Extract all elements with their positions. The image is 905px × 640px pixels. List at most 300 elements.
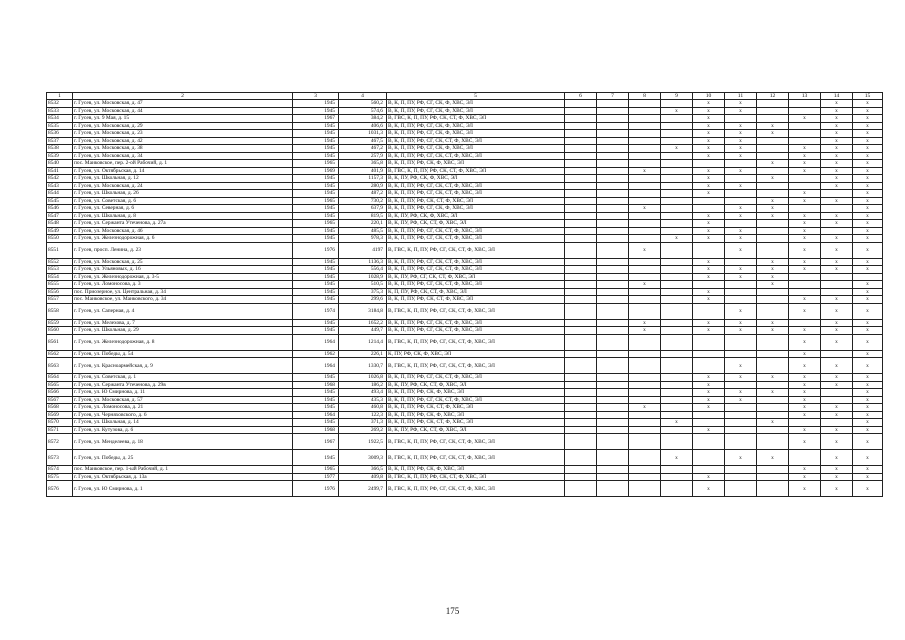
mark-cell-col-6 (565, 190, 597, 198)
mark-cell-col-6 (565, 381, 597, 389)
mark-cell-col-13: x (789, 426, 821, 434)
mark-cell-col-11: x (725, 273, 757, 281)
mark-cell-col-10 (693, 197, 725, 205)
table-row (47, 473, 883, 481)
mark-cell-col-15: x (853, 396, 883, 404)
mark-cell-col-9: x (661, 235, 693, 243)
mark-cell-col-12 (757, 481, 789, 497)
systems-cell: В, К, П, ПУ, РФ, СГ, СК, СТ, Ф, ХВС, ЭЛ (387, 319, 565, 327)
year-cell: 1945 (293, 100, 339, 108)
area-cell: 574,6 (339, 107, 387, 115)
mark-cell-col-13: x (789, 212, 821, 220)
mark-cell-col-6 (565, 473, 597, 481)
row-id-cell: 8552 (47, 258, 73, 266)
mark-cell-col-14: x (821, 404, 853, 412)
mark-cell-col-7 (597, 466, 629, 474)
area-cell: 280,9 (339, 182, 387, 190)
mark-cell-col-8 (629, 481, 661, 497)
mark-cell-col-7 (597, 115, 629, 123)
systems-cell: В, К, П, ПУ, РФ, СК, СТ, Ф, ХВС, ЭЛ (387, 419, 565, 427)
mark-cell-col-10: x (693, 167, 725, 175)
mark-cell-col-12 (757, 288, 789, 296)
year-cell: 1945 (293, 450, 339, 466)
area-cell: 637,9 (339, 205, 387, 213)
mark-cell-col-8: x (629, 205, 661, 213)
mark-cell-col-12: x (757, 130, 789, 138)
mark-cell-col-12 (757, 426, 789, 434)
register-sheet (46, 92, 871, 497)
mark-cell-col-11: x (725, 235, 757, 243)
mark-cell-col-12 (757, 152, 789, 160)
mark-cell-col-11 (725, 296, 757, 304)
address-cell: г. Гусев, ул. Школьная, д. 12 (73, 175, 293, 183)
row-id-cell: 8550 (47, 235, 73, 243)
mark-cell-col-15 (853, 273, 883, 281)
systems-cell: В, ГВС, К, П, ПУ, РФ, СК, СТ, Ф, ХВС, ЭЛ (387, 115, 565, 123)
table-row (47, 426, 883, 434)
mark-cell-col-10: x (693, 374, 725, 382)
mark-cell-col-13: x (789, 481, 821, 497)
mark-cell-col-12: x (757, 197, 789, 205)
mark-cell-col-14 (821, 419, 853, 427)
area-cell: 978,3 (339, 235, 387, 243)
mark-cell-col-14: x (821, 466, 853, 474)
mark-cell-col-14: x (821, 100, 853, 108)
row-id-cell: 8539 (47, 152, 73, 160)
address-cell: г. Гусев, ул. Школьная, д. 8 (73, 212, 293, 220)
systems-cell: В, К, П, ПУ, РФ, СГ, СК, СТ, Ф, ХВС, ЭЛ (387, 190, 565, 198)
mark-cell-col-7 (597, 212, 629, 220)
row-id-cell: 8534 (47, 115, 73, 123)
mark-cell-col-10: x (693, 152, 725, 160)
mark-cell-col-14: x (821, 266, 853, 274)
area-cell: 365,8 (339, 160, 387, 168)
column-header-7: 7 (597, 93, 629, 100)
mark-cell-col-10: x (693, 258, 725, 266)
mark-cell-col-8 (629, 434, 661, 450)
row-id-cell: 8567 (47, 396, 73, 404)
mark-cell-col-7 (597, 381, 629, 389)
mark-cell-col-13: x (789, 167, 821, 175)
mark-cell-col-8 (629, 190, 661, 198)
table-row (47, 319, 883, 327)
address-cell: г. Гусев, ул. Победы, д. 25 (73, 450, 293, 466)
area-cell: 226,1 (339, 350, 387, 358)
mark-cell-col-10: x (693, 396, 725, 404)
table-row (47, 160, 883, 168)
mark-cell-col-14: x (821, 242, 853, 258)
mark-cell-col-10 (693, 205, 725, 213)
year-cell: 1945 (293, 396, 339, 404)
row-id-cell: 8556 (47, 288, 73, 296)
mark-cell-col-14: x (821, 426, 853, 434)
row-id-cell: 8553 (47, 266, 73, 274)
mark-cell-col-12 (757, 334, 789, 350)
housing-register-table (46, 92, 883, 497)
mark-cell-col-10: x (693, 481, 725, 497)
year-cell: 1945 (293, 175, 339, 183)
year-cell: 1945 (293, 288, 339, 296)
row-id-cell: 8548 (47, 220, 73, 228)
mark-cell-col-14: x (821, 450, 853, 466)
table-row (47, 130, 883, 138)
mark-cell-col-14: x (821, 473, 853, 481)
mark-cell-col-14: x (821, 235, 853, 243)
mark-cell-col-13: x (789, 242, 821, 258)
table-row (47, 145, 883, 153)
year-cell: 1945 (293, 419, 339, 427)
mark-cell-col-11: x (725, 242, 757, 258)
mark-cell-col-13: x (789, 389, 821, 397)
mark-cell-col-12 (757, 107, 789, 115)
mark-cell-col-15: x (853, 145, 883, 153)
row-id-cell: 8551 (47, 242, 73, 258)
mark-cell-col-6 (565, 411, 597, 419)
row-id-cell: 8564 (47, 374, 73, 382)
mark-cell-col-9 (661, 190, 693, 198)
row-id-cell: 8562 (47, 350, 73, 358)
mark-cell-col-12 (757, 473, 789, 481)
year-cell: 1945 (293, 235, 339, 243)
mark-cell-col-8 (629, 288, 661, 296)
row-id-cell: 8560 (47, 327, 73, 335)
mark-cell-col-15: x (853, 481, 883, 497)
mark-cell-col-13 (789, 319, 821, 327)
mark-cell-col-14: x (821, 152, 853, 160)
mark-cell-col-14: x (821, 167, 853, 175)
row-id-cell: 8538 (47, 145, 73, 153)
row-id-cell: 8565 (47, 381, 73, 389)
mark-cell-col-10: x (693, 115, 725, 123)
address-cell: г. Гусев, ул. Победы, д. 54 (73, 350, 293, 358)
mark-cell-col-15: x (853, 160, 883, 168)
year-cell: 1945 (293, 266, 339, 274)
table-row (47, 481, 883, 497)
area-cell: 485,5 (339, 227, 387, 235)
year-cell: 1945 (293, 137, 339, 145)
systems-cell: В, К, ПУ, РФ, СК, СТ, Ф, ХВС, ЭЛ (387, 220, 565, 228)
mark-cell-col-9 (661, 404, 693, 412)
mark-cell-col-7 (597, 197, 629, 205)
row-id-cell: 8558 (47, 303, 73, 319)
systems-cell: В, К, П, ПУ, РФ, СГ, СК, СТ, Ф, ХВС, ЭЛ (387, 235, 565, 243)
mark-cell-col-9 (661, 396, 693, 404)
mark-cell-col-11: x (725, 137, 757, 145)
mark-cell-col-9 (661, 182, 693, 190)
mark-cell-col-8 (629, 115, 661, 123)
mark-cell-col-12: x (757, 273, 789, 281)
mark-cell-col-9 (661, 175, 693, 183)
mark-cell-col-15: x (853, 205, 883, 213)
mark-cell-col-7 (597, 227, 629, 235)
row-id-cell: 8540 (47, 160, 73, 168)
mark-cell-col-9 (661, 220, 693, 228)
mark-cell-col-10: x (693, 389, 725, 397)
address-cell: г. Гусев, ул. Московская, д. 42 (73, 137, 293, 145)
mark-cell-col-11: x (725, 374, 757, 382)
mark-cell-col-8 (629, 419, 661, 427)
mark-cell-col-12: x (757, 327, 789, 335)
year-cell: 1965 (293, 160, 339, 168)
mark-cell-col-6 (565, 481, 597, 497)
mark-cell-col-15: x (853, 327, 883, 335)
mark-cell-col-8 (629, 122, 661, 130)
mark-cell-col-14: x (821, 258, 853, 266)
mark-cell-col-10: x (693, 175, 725, 183)
address-cell: г. Гусев, просп. Ленина, д. 23 (73, 242, 293, 258)
mark-cell-col-7 (597, 303, 629, 319)
mark-cell-col-6 (565, 175, 597, 183)
mark-cell-col-7 (597, 167, 629, 175)
mark-cell-col-9 (661, 319, 693, 327)
mark-cell-col-10: x (693, 426, 725, 434)
table-row (47, 327, 883, 335)
systems-cell: В, К, П, ПУ, РФ, СГ, СК, СТ, Ф, ХВС, ЭЛ (387, 266, 565, 274)
mark-cell-col-12: x (757, 319, 789, 327)
mark-cell-col-8: x (629, 319, 661, 327)
row-id-cell: 8555 (47, 281, 73, 289)
systems-cell: В, К, ПУ, РФ, СК, Ф, ХВС, ЭЛ (387, 212, 565, 220)
systems-cell: В, К, П, ПУ, РФ, СК, СТ, Ф, ХВС, ЭЛ (387, 404, 565, 412)
mark-cell-col-13: x (789, 160, 821, 168)
mark-cell-col-12: x (757, 281, 789, 289)
mark-cell-col-11: x (725, 389, 757, 397)
row-id-cell: 8542 (47, 175, 73, 183)
mark-cell-col-8 (629, 137, 661, 145)
mark-cell-col-6 (565, 258, 597, 266)
mark-cell-col-9 (661, 350, 693, 358)
mark-cell-col-6 (565, 266, 597, 274)
table-body (47, 93, 883, 497)
address-cell: г. Гусев, ул. Школьная, д. 29 (73, 327, 293, 335)
column-header-11: 11 (725, 93, 757, 100)
mark-cell-col-13: x (789, 296, 821, 304)
table-row (47, 197, 883, 205)
mark-cell-col-15: x (853, 450, 883, 466)
mark-cell-col-10: x (693, 145, 725, 153)
mark-cell-col-6 (565, 220, 597, 228)
address-cell: пос. Маиковское, ул. Маиковского, д. 34 (73, 296, 293, 304)
mark-cell-col-9 (661, 411, 693, 419)
mark-cell-col-15: x (853, 152, 883, 160)
mark-cell-col-15: x (853, 281, 883, 289)
systems-cell: В, К, П, ПУ, РФ, СГ, СК, СТ, Ф, ХВС, ЭЛ (387, 137, 565, 145)
mark-cell-col-13 (789, 281, 821, 289)
mark-cell-col-11: x (725, 145, 757, 153)
mark-cell-col-13: x (789, 381, 821, 389)
mark-cell-col-9: x (661, 145, 693, 153)
mark-cell-col-14 (821, 389, 853, 397)
mark-cell-col-7 (597, 266, 629, 274)
area-cell: 409,8 (339, 473, 387, 481)
mark-cell-col-9 (661, 334, 693, 350)
area-cell: 406,6 (339, 122, 387, 130)
systems-cell: К, ПУ, РФ, СК, Ф, ХВС, ЭЛ (387, 350, 565, 358)
address-cell: пос. Маиковское, пер. 2-ой Рабочий, д. 1 (73, 160, 293, 168)
mark-cell-col-6 (565, 182, 597, 190)
mark-cell-col-13: x (789, 358, 821, 374)
mark-cell-col-6 (565, 122, 597, 130)
area-cell: 4197 (339, 242, 387, 258)
column-header-8: 8 (629, 93, 661, 100)
mark-cell-col-9 (661, 152, 693, 160)
mark-cell-col-7 (597, 242, 629, 258)
mark-cell-col-10: x (693, 404, 725, 412)
mark-cell-col-14: x (821, 411, 853, 419)
mark-cell-col-15: x (853, 350, 883, 358)
mark-cell-col-6 (565, 115, 597, 123)
mark-cell-col-15: x (853, 212, 883, 220)
mark-cell-col-8 (629, 273, 661, 281)
mark-cell-col-7 (597, 327, 629, 335)
row-id-cell: 8544 (47, 190, 73, 198)
table-row (47, 334, 883, 350)
mark-cell-col-12 (757, 167, 789, 175)
mark-cell-col-15: x (853, 107, 883, 115)
column-header-5: 5 (387, 93, 565, 100)
year-cell: 1964 (293, 334, 339, 350)
mark-cell-col-13: x (789, 227, 821, 235)
mark-cell-col-13: x (789, 466, 821, 474)
systems-cell: В, ГВС, К, П, ПУ, РФ, СГ, СК, СТ, Ф, ХВС, ЭЛ (387, 242, 565, 258)
area-cell: 371,3 (339, 419, 387, 427)
mark-cell-col-7 (597, 473, 629, 481)
mark-cell-col-10 (693, 303, 725, 319)
year-cell: 1967 (293, 434, 339, 450)
address-cell: г. Гусев, ул. Красноармейская, д. 9 (73, 358, 293, 374)
mark-cell-col-11 (725, 381, 757, 389)
mark-cell-col-12 (757, 182, 789, 190)
mark-cell-col-14: x (821, 182, 853, 190)
mark-cell-col-14 (821, 281, 853, 289)
systems-cell: В, ГВС, К, П, ПУ, РФ, СГ, СК, СТ, Ф, ХВС, ЭЛ (387, 434, 565, 450)
mark-cell-col-7 (597, 404, 629, 412)
mark-cell-col-6 (565, 137, 597, 145)
mark-cell-col-12 (757, 137, 789, 145)
mark-cell-col-9 (661, 122, 693, 130)
address-cell: г. Гусев, ул. Московская, д. 29 (73, 122, 293, 130)
row-id-cell: 8566 (47, 389, 73, 397)
address-cell: г. Гусев, ул. Школьная, д. 14 (73, 419, 293, 427)
mark-cell-col-8 (629, 303, 661, 319)
mark-cell-col-8 (629, 152, 661, 160)
systems-cell: В, К, ПУ, РФ, СК, СТ, Ф, ХВС, ЭЛ (387, 426, 565, 434)
mark-cell-col-12 (757, 235, 789, 243)
mark-cell-col-13: x (789, 115, 821, 123)
address-cell: г. Гусев, ул. Черняховского, д. 6 (73, 411, 293, 419)
area-cell: 3009,3 (339, 450, 387, 466)
mark-cell-col-13: x (789, 473, 821, 481)
mark-cell-col-14 (821, 190, 853, 198)
row-id-cell: 8561 (47, 334, 73, 350)
table-row (47, 205, 883, 213)
row-id-cell: 8533 (47, 107, 73, 115)
mark-cell-col-7 (597, 434, 629, 450)
mark-cell-col-15: x (853, 197, 883, 205)
row-id-cell: 8572 (47, 434, 73, 450)
mark-cell-col-9 (661, 197, 693, 205)
systems-cell: В, К, П, ПУ, РФ, СК, СТ, Ф, ХВС, ЭЛ (387, 296, 565, 304)
mark-cell-col-11 (725, 426, 757, 434)
area-cell: 1028,9 (339, 273, 387, 281)
systems-cell: В, К, П, ПУ, РФ, СГ, СК, СТ, Ф, ХВС, ЭЛ (387, 152, 565, 160)
mark-cell-col-8 (629, 334, 661, 350)
mark-cell-col-9 (661, 212, 693, 220)
mark-cell-col-15: x (853, 374, 883, 382)
mark-cell-col-7 (597, 396, 629, 404)
mark-cell-col-12: x (757, 160, 789, 168)
mark-cell-col-14 (821, 227, 853, 235)
mark-cell-col-12 (757, 404, 789, 412)
area-cell: 299,6 (339, 296, 387, 304)
address-cell: г. Гусев, ул. Сержанта Утеченова, д. 29в (73, 381, 293, 389)
mark-cell-col-15: x (853, 242, 883, 258)
mark-cell-col-14: x (821, 220, 853, 228)
mark-cell-col-6 (565, 281, 597, 289)
mark-cell-col-9 (661, 266, 693, 274)
mark-cell-col-13: x (789, 303, 821, 319)
mark-cell-col-8 (629, 426, 661, 434)
table-row (47, 167, 883, 175)
mark-cell-col-15: x (853, 137, 883, 145)
mark-cell-col-9 (661, 160, 693, 168)
table-row (47, 296, 883, 304)
mark-cell-col-13: x (789, 235, 821, 243)
mark-cell-col-7 (597, 358, 629, 374)
mark-cell-col-12 (757, 100, 789, 108)
row-id-cell: 8568 (47, 404, 73, 412)
mark-cell-col-12 (757, 190, 789, 198)
table-row (47, 273, 883, 281)
mark-cell-col-7 (597, 419, 629, 427)
mark-cell-col-7 (597, 273, 629, 281)
mark-cell-col-15: x (853, 266, 883, 274)
address-cell: г. Гусев, ул. Октябрьская, д. 13а (73, 473, 293, 481)
mark-cell-col-8: x (629, 281, 661, 289)
mark-cell-col-13: x (789, 266, 821, 274)
area-cell: 375,3 (339, 288, 387, 296)
mark-cell-col-12: x (757, 266, 789, 274)
area-cell: 1330,7 (339, 358, 387, 374)
mark-cell-col-15: x (853, 358, 883, 374)
mark-cell-col-10: x (693, 381, 725, 389)
year-cell: 1974 (293, 303, 339, 319)
mark-cell-col-10 (693, 160, 725, 168)
area-cell: 510,5 (339, 281, 387, 289)
mark-cell-col-7 (597, 107, 629, 115)
mark-cell-col-11 (725, 334, 757, 350)
mark-cell-col-6 (565, 303, 597, 319)
mark-cell-col-7 (597, 122, 629, 130)
area-cell: 819,5 (339, 212, 387, 220)
mark-cell-col-12: x (757, 175, 789, 183)
address-cell: г. Гусев, ул. Московская, д. 25 (73, 258, 293, 266)
area-cell: 269,2 (339, 426, 387, 434)
mark-cell-col-6 (565, 145, 597, 153)
mark-cell-col-15: x (853, 473, 883, 481)
row-id-cell: 8573 (47, 450, 73, 466)
mark-cell-col-9 (661, 466, 693, 474)
row-id-cell: 8546 (47, 205, 73, 213)
address-cell: г. Гусев, ул. Ю Смирнова, д. 1 (73, 481, 293, 497)
area-cell: 435,3 (339, 396, 387, 404)
row-id-cell: 8570 (47, 419, 73, 427)
mark-cell-col-9 (661, 115, 693, 123)
mark-cell-col-13: x (789, 396, 821, 404)
mark-cell-col-12 (757, 227, 789, 235)
mark-cell-col-14 (821, 350, 853, 358)
address-cell: г. Гусев, ул. Менделеева, д. 18 (73, 434, 293, 450)
